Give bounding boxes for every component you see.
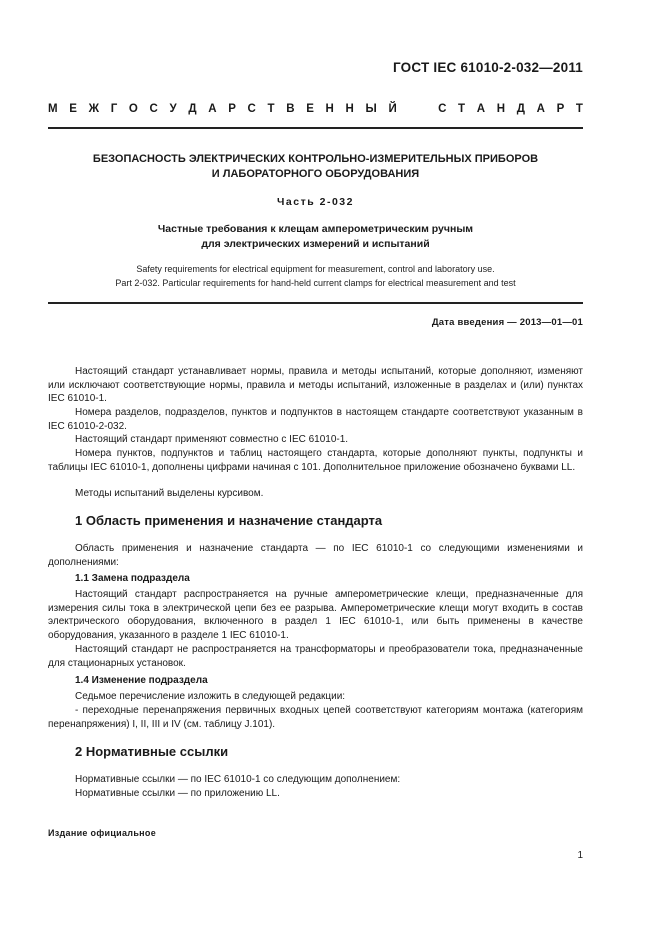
standard-kind-letter: М: [48, 103, 58, 115]
standard-kind-letter: С: [149, 103, 158, 115]
subsection-1-1-paragraph-2: Настоящий стандарт не распространяется на трансформаторы и преобразователи тока, предназначенные для стационарных установок.: [48, 644, 583, 669]
title-rule: [48, 302, 583, 304]
standard-kind-letter: В: [286, 103, 295, 115]
standard-kind-letter: С: [438, 103, 447, 115]
document-subtitle: [48, 222, 583, 252]
standard-kind-letter: Г: [110, 103, 118, 115]
standard-kind-letter: Д: [516, 103, 525, 115]
section-2-paragraph-1: Нормативные ссылки — по IEC 61010-1 со следующим дополнением:: [75, 774, 401, 785]
standard-kind-letter: С: [247, 103, 256, 115]
subsection-1-1-paragraph-1: Настоящий стандарт распространяется на ручные амперометрические клещи, предназначенные для измерения силы тока в электрической цепи без ее разрыва. Амперометрические клещи могут входить в состав электрического оборудования, включенного в раздел 1 IEC 61010-1, или быть применены в качестве оборудования, указанного в разделе 1 IEC 61010-1.: [48, 589, 583, 641]
title-line-1: БЕЗОПАСНОСТЬ ЭЛЕКТРИЧЕСКИХ КОНТРОЛЬНО-ИЗМЕРИТЕЛЬНЫХ ПРИБОРОВ: [92, 153, 539, 165]
standard-kind-letter: А: [208, 103, 217, 115]
standard-kind-letter: О: [128, 103, 138, 115]
standard-kind-letter: А: [536, 103, 545, 115]
introduction-date: Дата введения — 2013—01—01: [431, 317, 583, 328]
section-2-paragraph-2: Нормативные ссылки — по приложению LL.: [75, 788, 280, 799]
standard-kind-letter: Е: [69, 103, 77, 115]
standard-kind-letter: [408, 103, 426, 115]
standard-kind-letter: Р: [228, 103, 236, 115]
header-rule: [48, 127, 583, 129]
english-title: [48, 263, 583, 290]
subsection-1-4-heading: 1.4 Изменение подраздела: [75, 675, 208, 686]
subsection-1-4-paragraph-1: Седьмое перечисление изложить в следующей редакции:: [75, 691, 346, 702]
standard-kind-letter: Н: [325, 103, 334, 115]
official-edition-label: Издание официальное: [48, 828, 157, 838]
standard-kind-letter: Р: [556, 103, 565, 115]
document-title: [48, 152, 583, 182]
english-title-line-2: Part 2-032. Particular requirements for hand-held current clamps for electrical measurement and test: [115, 277, 516, 288]
intro-paragraph-1: Настоящий стандарт устанавливает нормы, правила и методы испытаний, которые дополняют, изменяют или исключают соответствующие нормы, правила и методы испытаний, изложенные в разделах и (или) пунктах IEC 61010-1.: [48, 366, 583, 404]
subsection-1-1-heading: 1.1 Замена подраздела: [75, 573, 190, 584]
standard-kind-letter: Н: [345, 103, 354, 115]
section-2-heading: 2 Нормативные ссылки: [75, 744, 229, 759]
title-line-2: И ЛАБОРАТОРНОГО ОБОРУДОВАНИЯ: [211, 168, 420, 180]
standard-kind-letter: Н: [496, 103, 506, 115]
standard-kind-letter: Т: [267, 103, 275, 115]
part-number: Часть 2-032: [277, 196, 354, 208]
document-number: ГОСТ IEC 61010-2-032—2011: [393, 60, 583, 75]
intro-paragraph-3: Настоящий стандарт применяют совместно с IEC 61010-1.: [75, 434, 349, 445]
intro-paragraph-4: Номера пунктов, подпунктов и таблиц настоящего стандарта, которые дополняют пункты, подпункты и таблицы IEC 61010-1, дополнены цифрами начиная с 101. Дополнительное приложение обозначено буквами LL.: [48, 448, 583, 473]
standard-kind-letter: Т: [458, 103, 466, 115]
standard-kind-letter: У: [169, 103, 177, 115]
section-1-paragraph: Область применения и назначение стандарта — по IEC 61010-1 со следующими изменениями и дополнениями:: [48, 543, 583, 568]
standard-kind-letter: Е: [306, 103, 314, 115]
standard-kind-letter: Д: [188, 103, 197, 115]
subsection-1-4-paragraph-2: - переходные перенапряжения первичных входных цепей соответствуют категориям монтажа (категориям перенапряжения) I, II, III и IV (см. таблицу J.101).: [48, 705, 583, 730]
standard-kind-letter: Ж: [88, 103, 100, 115]
intro-paragraph-5: Методы испытаний выделены курсивом.: [75, 488, 264, 499]
intro-paragraph-2: Номера разделов, подразделов, пунктов и подпунктов в настоящем стандарте соответствуют указанным в IEC 61010-2-032.: [48, 407, 583, 432]
subtitle-line-2: для электрических измерений и испытаний: [201, 238, 430, 250]
standard-kind-letter: Ы: [365, 103, 377, 115]
standard-kind-heading: [48, 103, 583, 115]
page-number: 1: [577, 850, 583, 861]
standard-kind-letter: Т: [575, 103, 583, 115]
english-title-line-1: Safety requirements for electrical equipment for measurement, control and laboratory use.: [136, 264, 495, 274]
standard-kind-letter: Й: [388, 103, 397, 115]
section-1-heading: 1 Область применения и назначение стандарта: [75, 513, 383, 528]
standard-kind-letter: А: [476, 103, 486, 115]
subtitle-line-1: Частные требования к клещам амперометрическим ручным: [157, 223, 474, 235]
